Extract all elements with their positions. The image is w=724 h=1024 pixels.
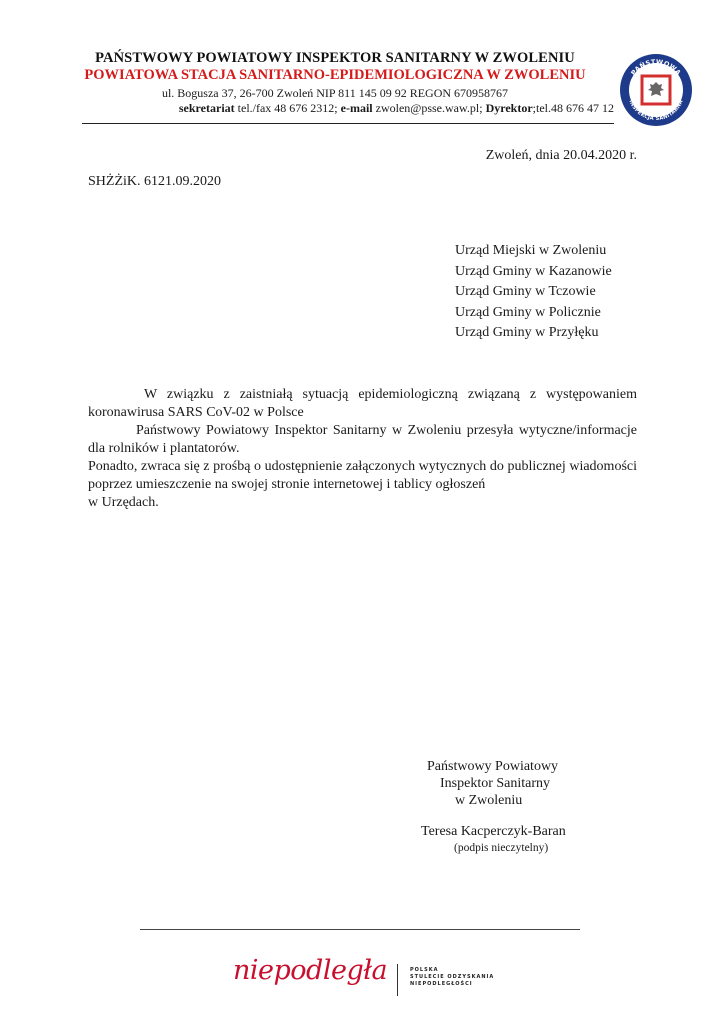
recipients-block (455, 241, 612, 344)
secretariat-label: sekretariat (178, 101, 235, 115)
email-label: e-mail (340, 101, 373, 115)
logo-caption-line: STULECIE ODZYSKANIA (410, 974, 495, 980)
director-label: Dyrektor (485, 101, 533, 115)
body-paragraph: W związku z zaistniałą sytuacją epidemiologiczną związaną z występowaniem koronawirusa SARS CoV-02 w Polsce (88, 387, 637, 420)
niepodlegla-logo: niepodległa (233, 955, 388, 986)
header-contacts (80, 101, 614, 116)
logo-caption (410, 967, 494, 988)
secretariat-value: tel./fax 48 676 2312; (234, 101, 341, 115)
seal-top-text: PAŃSTWOWA (629, 57, 683, 77)
body-paragraph: Państwowy Powiatowy Inspektor Sanitarny w Zwoleniu przesyła wytyczne/informacje dla rolników i plantatorów. (88, 423, 637, 456)
footer-divider (140, 929, 580, 930)
seal-bottom-text: INSPEKCJA SANITARNA (627, 99, 685, 123)
signature-title-line: Państwowy Powiatowy (427, 759, 559, 774)
recipient-line: Urząd Gminy w Policznie (455, 304, 601, 320)
signature-title-line: w Zwoleniu (455, 793, 523, 808)
body-paragraph: Ponadto, zwraca się z prośbą o udostępnienie załączonych wytycznych do publicznej wiadomości poprzez umieszczenie na swojej stronie internetowej i tablicy ogłoszeń (88, 459, 637, 492)
logo-caption-line: NIEPODLEGŁOŚCI (410, 981, 473, 987)
signature-block (400, 758, 600, 857)
recipient-line: Urząd Gminy w Przyłęku (455, 325, 599, 340)
letter-body (88, 386, 637, 512)
signature-note: (podpis nieczytelny) (454, 842, 549, 854)
logo-caption-line: POLSKA (410, 967, 439, 973)
header-station-title: POWIATOWA STACJA SANITARNO-EPIDEMIOLOGICZNA W ZWOLENIU (84, 67, 586, 83)
body-paragraph: w Urzędach. (88, 495, 159, 510)
signatory-name: Teresa Kacperczyk-Baran (421, 824, 566, 839)
recipient-line: Urząd Miejski w Zwoleniu (455, 243, 607, 258)
reference-number: SHŻŻiK. 6121.09.2020 (88, 174, 221, 189)
logo-separator (397, 964, 398, 996)
recipient-line: Urząd Gminy w Kazanowie (455, 263, 612, 279)
letter-date: Zwoleń, dnia 20.04.2020 r. (485, 148, 637, 163)
header-authority-title: PAŃSTWOWY POWIATOWY INSPEKTOR SANITARNY W ZWOLENIU (95, 50, 575, 66)
signature-title-line: Inspektor Sanitarny (440, 776, 551, 791)
header-address: ul. Bogusza 37, 26-700 Zwoleń NIP 811 145 09 92 REGON 670958767 (161, 86, 509, 100)
recipient-line: Urząd Gminy w Tczowie (455, 284, 596, 299)
email-value: zwolen@psse.waw.pl; (372, 101, 486, 115)
sanitary-inspection-seal-icon (618, 52, 694, 128)
header-divider (82, 123, 614, 124)
director-value: ;tel.48 676 47 12 (532, 101, 614, 115)
